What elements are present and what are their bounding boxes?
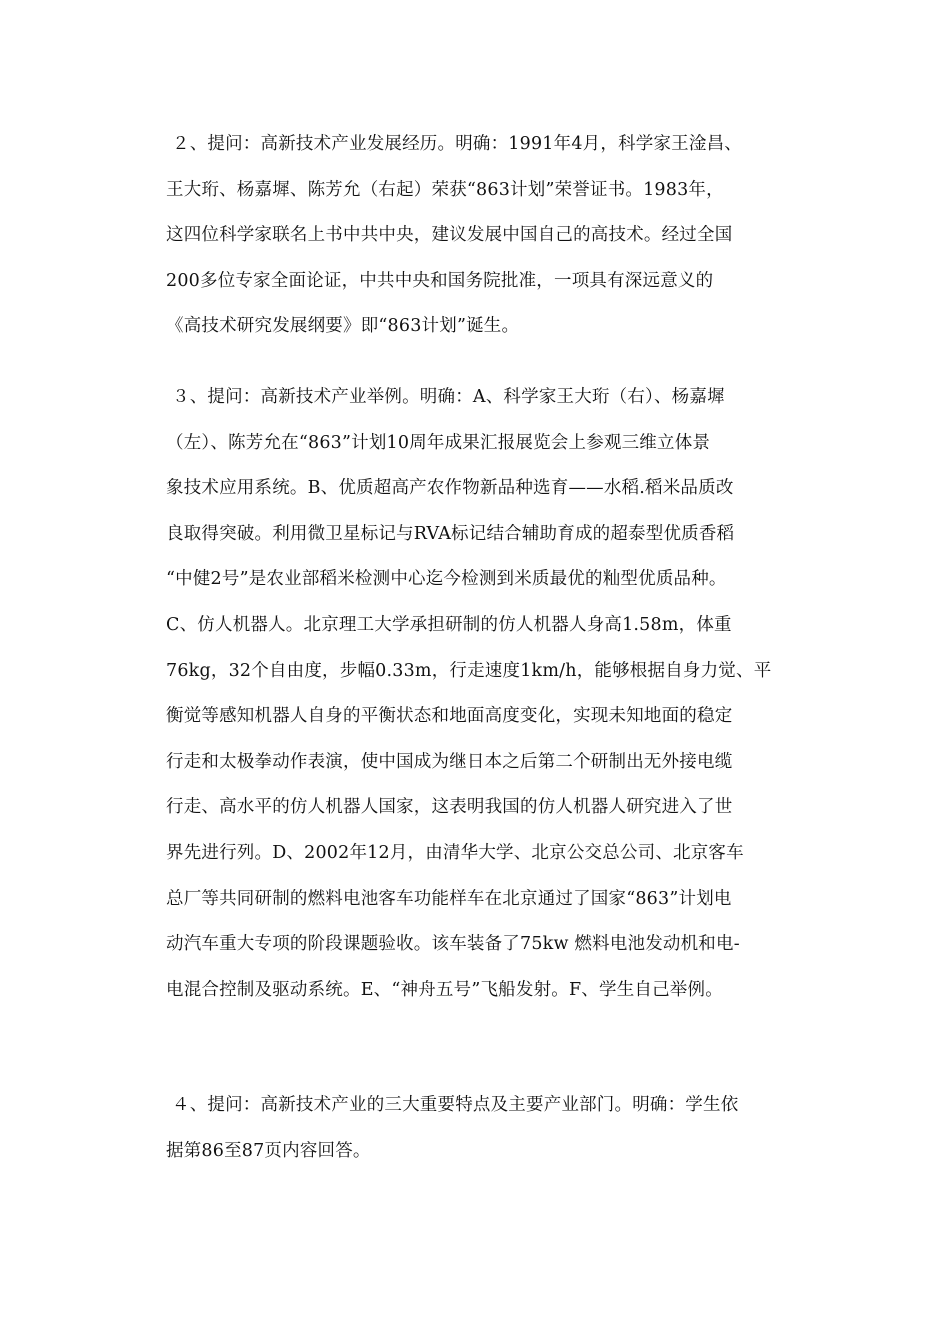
text-line: 衡觉等感知机器人自身的平衡状态和地面高度变化，实现未知地面的稳定	[166, 706, 733, 727]
text-line: 良取得突破。利用微卫星标记与RVA标记结合辅助育成的超泰型优质香稻	[166, 523, 735, 544]
text-line: 行走、高水平的仿人机器人国家，这表明我国的仿人机器人研究进入了世	[166, 797, 733, 818]
text-line: “中健2号”是农业部稻米检测中心迄今检测到米质最优的籼型优质品种。	[166, 569, 727, 590]
paragraph-question-3	[166, 375, 806, 1013]
text-line: 动汽车重大专项的阶段课题验收。该车装备了75kw 燃料电池发动机和电-	[166, 934, 740, 955]
text-line: 界先进行列。D、2002年12月，由清华大学、北京公交总公司、北京客车	[166, 842, 744, 863]
text-line: 200多位专家全面论证，中共中央和国务院批准，一项具有深远意义的	[166, 270, 714, 291]
text-line: 总厂等共同研制的燃料电池客车功能样车在北京通过了国家“863”计划电	[166, 888, 732, 909]
text-line: C、仿人机器人。北京理工大学承担研制的仿人机器人身高1.58m，体重	[166, 614, 732, 635]
text-line: 76kg，32个自由度，步幅0.33m，行走速度1km/h，能够根据自身力觉、平	[166, 660, 772, 681]
paragraph-question-2	[166, 122, 806, 350]
text-line: （左）、陈芳允在“863”计划10周年成果汇报展览会上参观三维立体景	[166, 432, 711, 453]
text-line: ４、提问：高新技术产业的三大重要特点及主要产业部门。明确：学生依	[172, 1095, 739, 1115]
text-line: 行走和太极拳动作表演，使中国成为继日本之后第二个研制出无外接电缆	[166, 751, 733, 772]
text-line: 这四位科学家联名上书中共中央，建议发展中国自己的高技术。经过全国	[166, 225, 733, 246]
text-line: 王大珩、杨嘉墀、陈芳允（右起）荣获“863计划”荣誉证书。1983年，	[166, 179, 724, 200]
paragraph-question-4	[166, 1083, 806, 1174]
text-line: 电混合控制及驱动系统。E、“神舟五号”飞船发射。F、学生自己举例。	[166, 979, 723, 1000]
text-line: 据第86至87页内容回答。	[166, 1140, 371, 1161]
text-line: ２、提问：高新技术产业发展经历。明确：1991年4月，科学家王淦昌、	[172, 134, 742, 154]
text-line: 象技术应用系统。B、优质超高产农作物新品种选育——水稻.稻米品质改	[166, 478, 734, 499]
text-line: 《高技术研究发展纲要》即“863计划”诞生。	[166, 316, 520, 337]
text-line: ３、提问：高新技术产业举例。明确：A、科学家王大珩（右）、杨嘉墀	[172, 387, 725, 407]
